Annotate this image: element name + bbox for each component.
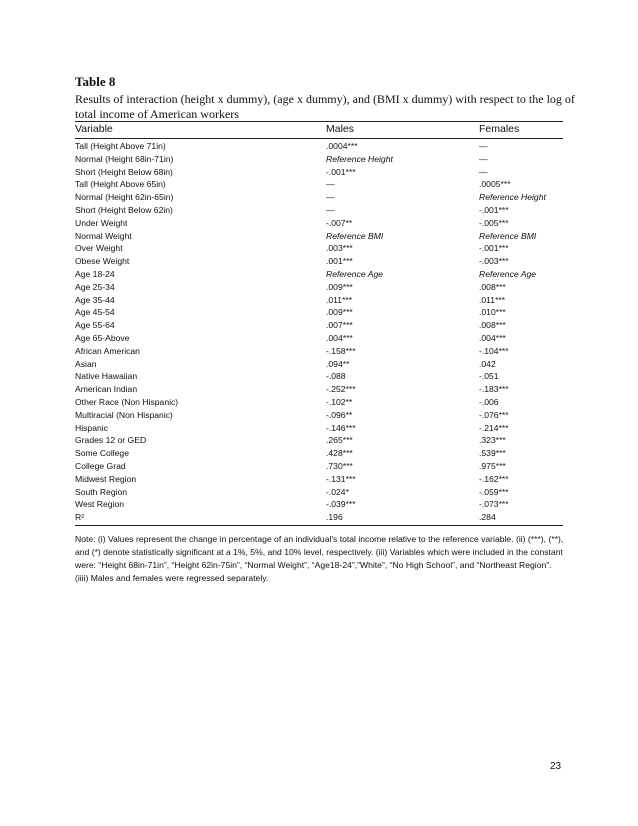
cell-females: -.162*** [479,473,509,484]
cell-females: Reference Height [479,192,546,203]
cell-males: .004*** [326,332,353,343]
table-row [75,319,563,332]
cell-variable: Obese Weight [75,256,130,267]
cell-variable: Other Race (Non Hispanic) [75,396,179,407]
cell-females: .042 [479,358,496,369]
table-body [75,140,563,524]
cell-males: .730*** [326,460,353,471]
table-row [75,153,563,166]
cell-males: .009*** [326,307,353,318]
cell-males: — [326,192,335,203]
table-row [75,191,563,204]
cell-variable: Tall (Height Above 65in) [75,179,166,190]
table-row [75,345,563,358]
cell-females: -.076*** [479,409,509,420]
cell-females: .010*** [479,307,506,318]
cell-variable: Multiracial (Non Hispanic) [75,409,173,420]
cell-variable: Short (Height Below 62in) [75,204,173,215]
cell-variable: Midwest Region [75,473,137,484]
cell-males: Reference Height [326,153,393,164]
cell-females: -.104*** [479,345,509,356]
cell-males: Reference Age [326,268,384,279]
cell-females: .0005*** [479,179,511,190]
cell-females: -.183*** [479,384,509,395]
cell-males: .001*** [326,256,353,267]
page-number: 23 [550,761,562,772]
cell-females: .975*** [479,460,506,471]
cell-males: -.096** [326,409,353,420]
cell-males: -.131*** [326,473,356,484]
cell-variable: Age 65-Above [75,332,130,343]
cell-males: -.102** [326,396,353,407]
cell-males: -.158*** [326,345,356,356]
cell-males: — [326,204,335,215]
cell-males: .011*** [326,294,353,305]
cell-females: — [479,141,488,151]
cell-variable: Native Hawaiian [75,371,138,382]
table-row [75,204,563,217]
cell-males: — [326,179,335,190]
cell-males: .009*** [326,281,353,292]
cell-variable: R² [75,512,85,523]
cell-males: .0004*** [326,141,358,151]
cell-variable: Some College [75,448,129,459]
table-row [75,140,563,153]
cell-variable: Over Weight [75,243,123,254]
table-row [75,217,563,230]
cell-variable: Grades 12 or GED [75,435,147,446]
cell-variable: Asian [75,358,97,369]
table-row [75,255,563,268]
table-row [75,294,563,307]
table-row [75,460,563,473]
cell-females: -.214*** [479,422,509,433]
cell-variable: Under Weight [75,217,128,228]
table-row [75,434,563,447]
cell-males: -.007** [326,217,353,228]
table-note: Note: (i) Values represent the change in percentage of an individual's total income relative to the reference variable. (ii) (***), (**), and (*) denote statistically significant at a 1%, 5%, and 10% level, respectively. (iii) Variables which were included in the constant were: “Height 68in-71in”, “Height 62in-75in”, “Normal Weight”, “Age18-24”,”White”, “No High School”, and “Northeast Region”. (iiii) Males and females were regressed separately. [75,534,564,583]
cell-variable: Short (Height Below 68in) [75,166,173,177]
cell-females: -.073*** [479,499,509,510]
cell-females: -.005*** [479,217,509,228]
cell-variable: American Indian [75,384,138,395]
table-row [75,511,563,524]
cell-variable: Age 45-54 [75,307,115,318]
cell-females: — [479,166,488,177]
header-top-rule [75,121,563,122]
table-row [75,396,563,409]
table-row [75,166,563,179]
cell-females: .004*** [479,332,506,343]
cell-males: -.146*** [326,422,356,433]
cell-males: .196 [326,512,343,523]
cell-variable: Tall (Height Above 71in) [75,141,166,151]
cell-males: .094** [326,358,350,369]
table-row [75,306,563,319]
cell-males: .265*** [326,435,353,446]
cell-females: .011*** [479,294,506,305]
table-row [75,242,563,255]
cell-variable: Normal Weight [75,230,132,241]
cell-variable: Normal (Height 68in-71in) [75,153,174,164]
cell-variable: College Grad [75,460,126,471]
table-row [75,230,563,243]
cell-variable: West Region [75,499,125,510]
table-row [75,409,563,422]
cell-males: -.252*** [326,384,356,395]
cell-females: -.059*** [479,486,509,497]
table-row [75,422,563,435]
cell-variable: Age 18-24 [75,268,115,279]
table-row [75,332,563,345]
cell-females: .008*** [479,281,506,292]
cell-variable: Age 25-34 [75,281,115,292]
cell-males: -.001*** [326,166,356,177]
header-females: Females [479,123,520,135]
table-row [75,473,563,486]
cell-variable: Age 55-64 [75,320,115,331]
table-row [75,358,563,371]
header-males: Males [326,123,355,135]
cell-males: -.088 [326,371,346,382]
table-row [75,281,563,294]
table-row [75,178,563,191]
table-row [75,370,563,383]
cell-males: .007*** [326,320,353,331]
cell-females: -.006 [479,396,499,407]
cell-females: -.001*** [479,243,509,254]
header-variable: Variable [75,123,113,135]
header-bottom-rule [75,138,563,139]
cell-females: .008*** [479,320,506,331]
table-row [75,268,563,281]
cell-variable: Normal (Height 62in-65in) [75,192,174,203]
table-caption: Results of interaction (height x dummy), (age x dummy), and (BMI x dummy) with respect to the log of total income of American workers [75,92,575,121]
cell-males: .003*** [326,243,353,254]
table-row [75,486,563,499]
cell-variable: Hispanic [75,422,108,433]
cell-variable: African American [75,345,140,356]
table-bottom-rule [75,525,563,526]
cell-females: .323*** [479,435,506,446]
cell-variable: Age 35-44 [75,294,115,305]
table-row [75,498,563,511]
table-row [75,383,563,396]
cell-females: — [479,153,488,164]
cell-males: -.024* [326,486,349,497]
cell-females: -.051 [479,371,499,382]
cell-females: .284 [479,512,496,523]
cell-females: .539*** [479,448,506,459]
table-row [75,447,563,460]
cell-females: Reference Age [479,268,537,279]
cell-females: -.003*** [479,256,509,267]
cell-males: Reference BMI [326,230,384,241]
cell-males: -.039*** [326,499,356,510]
table-title: Table 8 [75,74,116,89]
cell-variable: South Region [75,486,128,497]
cell-males: .428*** [326,448,353,459]
cell-females: -.001*** [479,204,509,215]
cell-females: Reference BMI [479,230,537,241]
